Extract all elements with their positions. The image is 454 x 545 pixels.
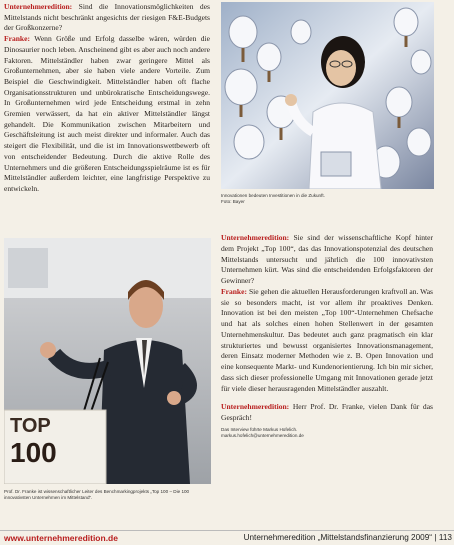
caption-text: Innovationen bedeuten Investitionen in die Zukunft. — [221, 193, 325, 198]
photo-credit: Foto: Bayer — [221, 199, 245, 204]
footer-magazine-title: Unternehmeredition „Mittelstandsfinanzierung 2009“ — [243, 533, 432, 542]
question-text: Sie sind der wissenschaftliche Kopf hinter dem Projekt „Top 100“, das das Innovationspotenzial des deutschen Mittelstands untersucht und jährlich die 100 innovativsten Unternehmen kürt. Was sind die entscheidenden Erfolgsfaktoren der Gewinner? — [221, 233, 433, 285]
question-label: Unternehmeredition: — [221, 233, 290, 242]
interviewer-line: Das Interview führte Markus Hofelich. — [221, 426, 298, 432]
question-text: Sind die Innovationsmöglichkeiten des Mittelstands nicht beschränkt angesichts der riesigen F&E-Budgets der Großkonzerne? — [4, 2, 210, 33]
interviewer-email: markus.hofelich@unternehmeredition.de — [221, 432, 304, 438]
podium-logo-number: 100 — [10, 437, 57, 468]
answer-text: Wenn Größe und Erfolg dasselbe wären, würden die Dinosaurier noch leben. Anscheinend gibt es aber auch noch andere Faktoren. Mittelständler haben zwar geringere Mittel als Großunternehmen, aber sie haben viele andere Vorteile. Zum Beispiel die Geschwindigkeit. Mittelständler haben oft flache Organisationsstrukturen und unbürokratische Entscheidungswege. In Großunternehmen wird jede Entscheidung erstmal in zehn Gremien verwässert, da hat ein aktiver Mittelständler längst gehandelt. Die Kommunikation zwischen Mitarbeitern und Geschäftsleitung ist auch meist direkter und informaler. Auch das steigert die Flexibilität, und die ist im Innovationswettbewerb oft von entscheidender Bedeutung. Durch die aktive Rolle des Unternehmers und die größeren Entscheidungsspielräume ist es für Mittelständler außerdem leichter, eine langfristige Perspektive zu entwickeln. — [4, 34, 210, 193]
answer-text: Sie gehen die aktuellen Herausforderungen kraftvoll an. Was sie so besonders macht, ist vor allem ihr proaktives Denken. Innovation ist bei den meisten „Top 100“-Unternehmen Chefsache und hat als solches einen hohen Stellenwert in der gesamten Unternehmenskultur. Das bedeutet auch ganz pragmatisch ein klar strukturiertes und bewusst organisiertes Innovationsmanagement, deren Einsatz moderner Methoden wie z. B. Open Innovation und eine konsequente Markt- und Kundenorientierung. Ich bin mir sicher, dass sich dieser professionelle Umgang mit Innovationen gerade jetzt für viele dieser herausragenden Mittelständler auszahlt. — [221, 286, 433, 393]
question-label: Unternehmeredition: — [221, 402, 290, 412]
footer-divider — [0, 530, 454, 531]
lab-photo — [221, 2, 434, 189]
page-number: | 113 — [434, 533, 452, 542]
right-article — [221, 233, 433, 439]
interview-credit — [221, 427, 433, 439]
podium-logo-top: TOP — [10, 415, 51, 437]
franke-photo-caption: Prof. Dr. Franke ist wissenschaftlicher Leiter des Benchmarkingprojekts „Top 100 – Die 100 innovativsten Unternehmen im Mittelstand“. — [4, 489, 190, 500]
lab-photo-caption — [221, 193, 434, 205]
lab-scene-illustration — [221, 2, 434, 189]
question-text: Herr Prof. Dr. Franke, vielen Dank für das Gespräch! — [221, 402, 433, 422]
footer-url[interactable]: www.unternehmeredition.de — [4, 533, 118, 543]
question-label: Unternehmeredition: — [4, 2, 73, 11]
answer-label: Franke: — [221, 286, 247, 296]
left-article — [4, 2, 210, 195]
answer-label: Franke: — [4, 34, 30, 44]
franke-photo — [4, 238, 211, 484]
